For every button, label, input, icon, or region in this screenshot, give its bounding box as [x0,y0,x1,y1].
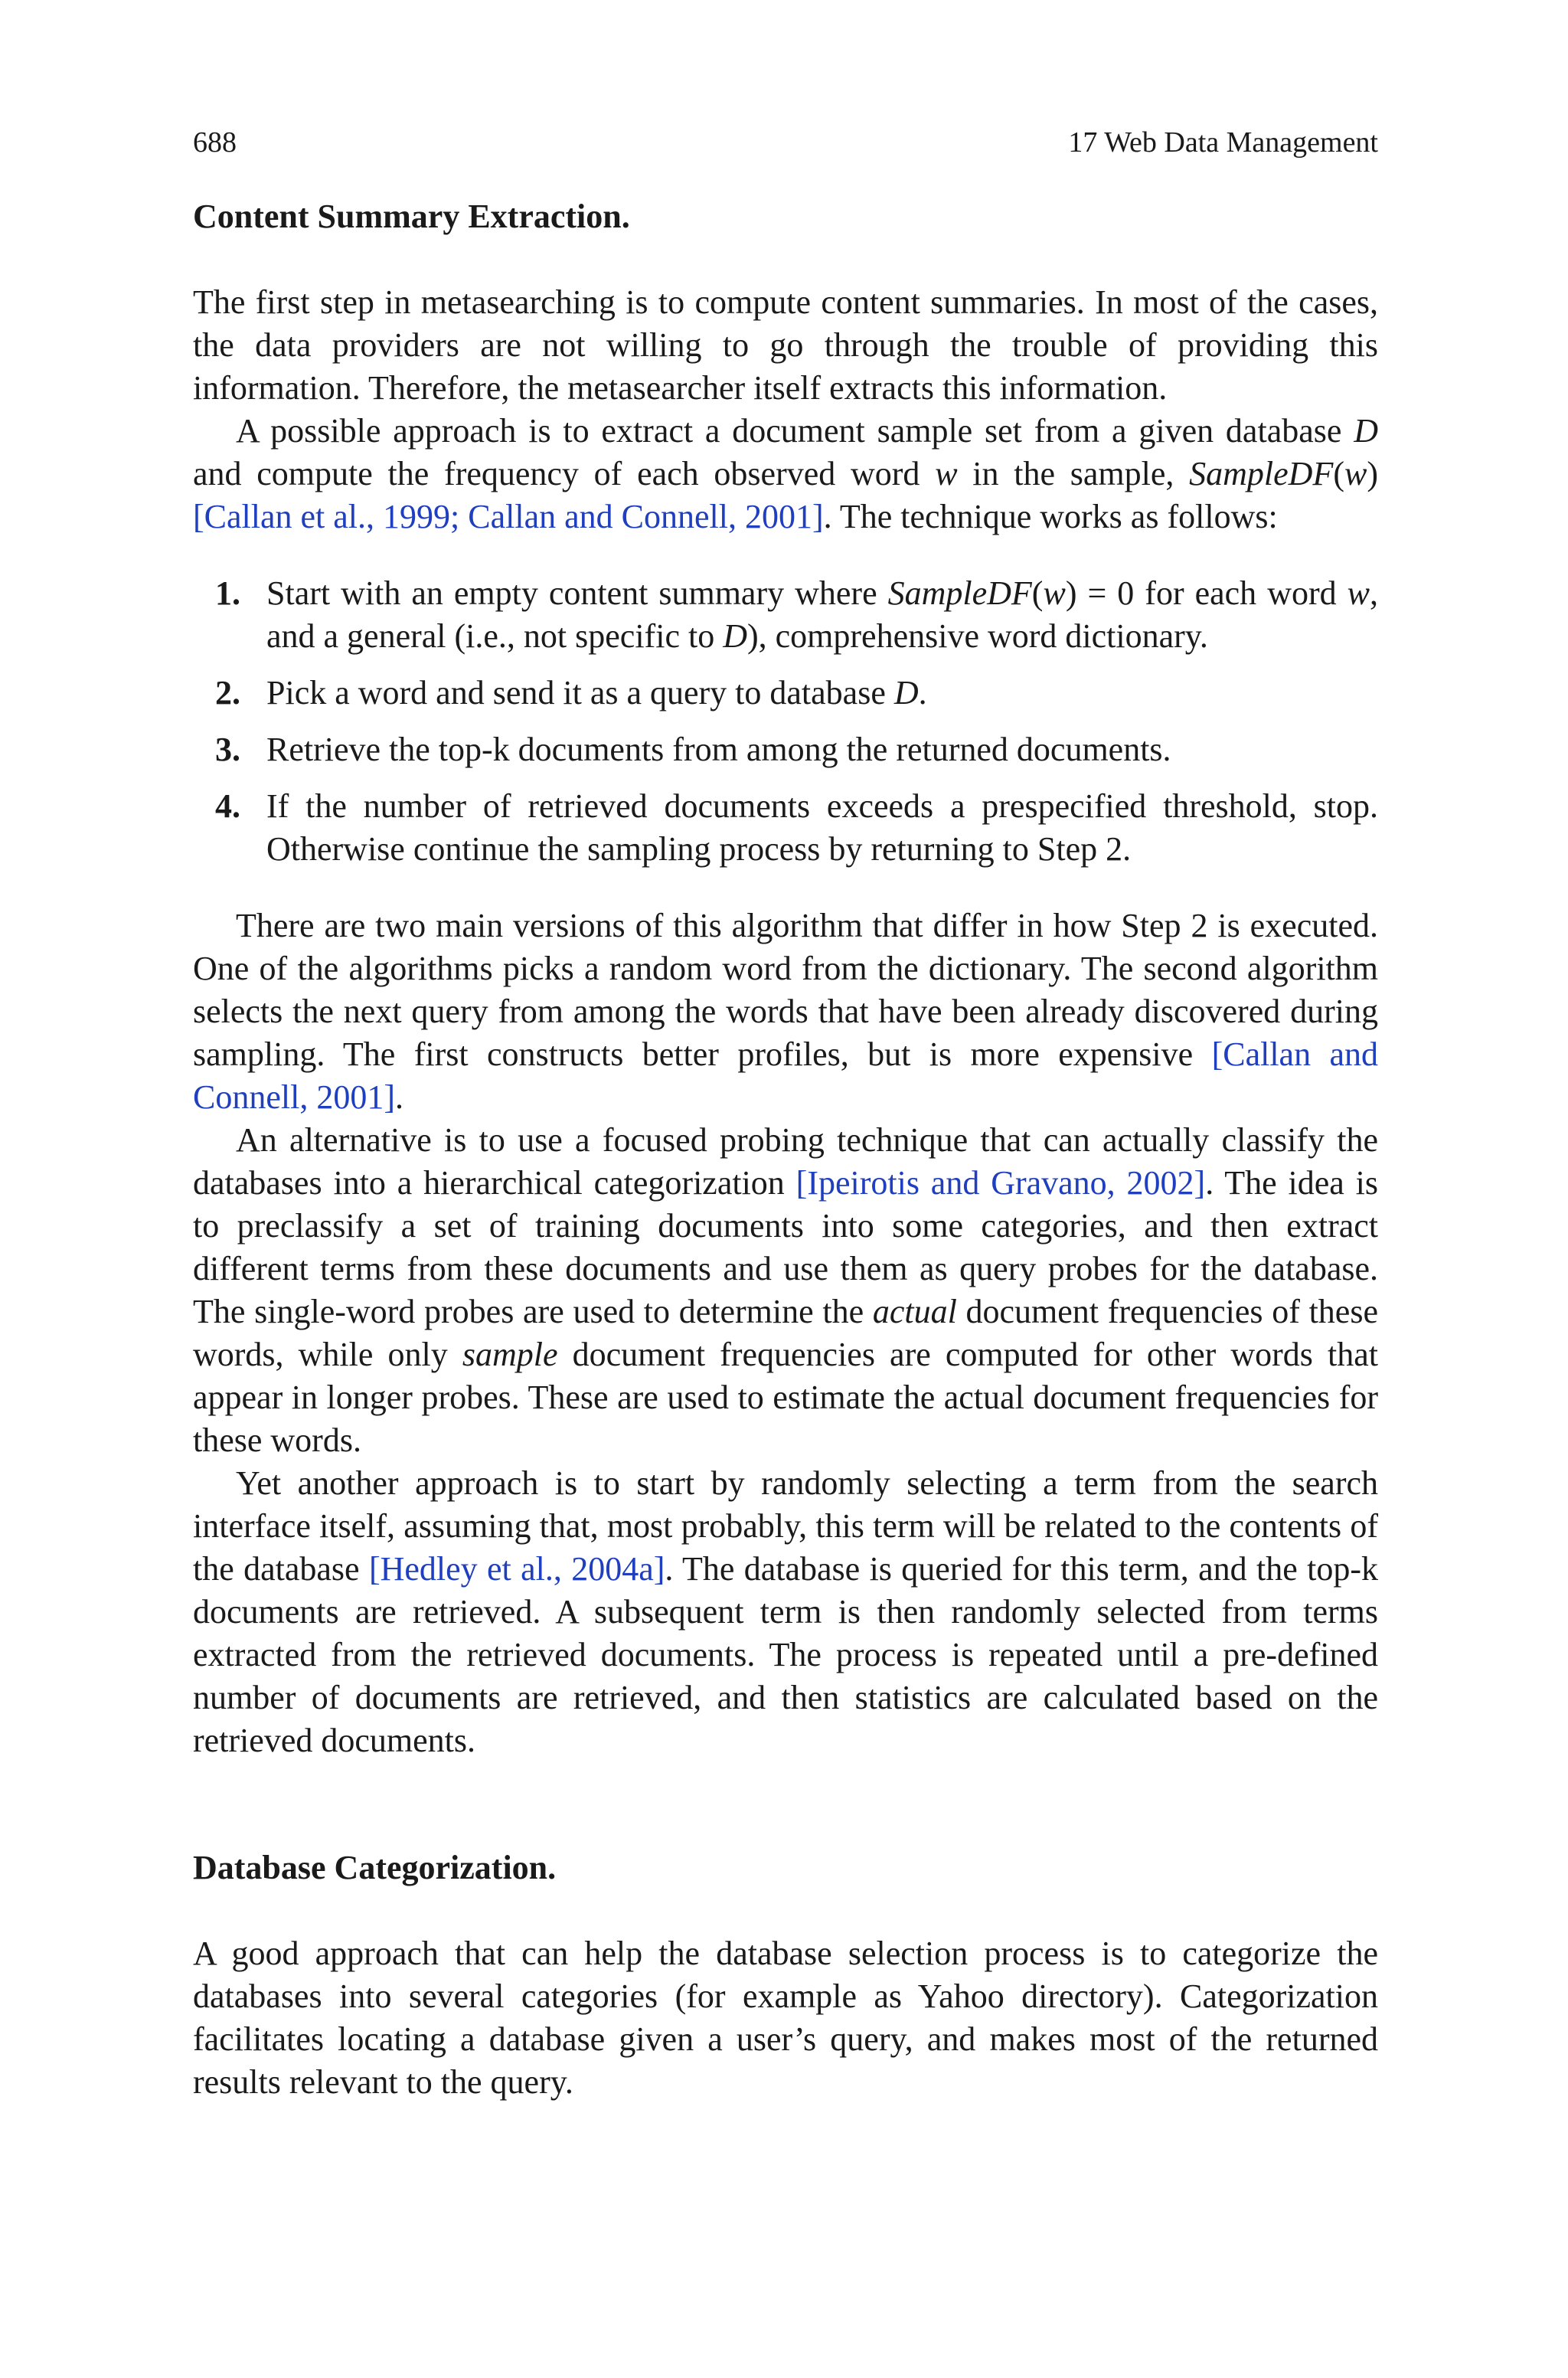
section-heading-content-summary: Content Summary Extraction. [193,198,630,235]
page-number: 688 [193,126,237,159]
paragraph-4: An alternative is to use a focused probing technique that can actually classify the databases into a hierarchical categorization [Ipeirotis and Gravano, 2002]. The idea is to preclassify a set of training documents into some categories, and then extract different terms from these documents and use them as query probes for the database. The single-word probes are used to determine the actual document frequencies of these words, while only sample document frequencies are computed for other words that appear in longer probes. These are used to estimate the actual document frequencies for these words. [193,1121,1379,1459]
paragraph-3: There are two main versions of this algorithm that differ in how Step 2 is executed. One of the algorithms picks a random word from the dictionary. The second algorithm selects the next query from among the words that have been already discovered during sampling. The first constructs better profiles, but is more expensive [Callan and Connell, 2001]. [193,907,1379,1116]
citation-ipeirotis[interactable]: [Ipeirotis and Gravano, 2002] [795,1164,1206,1202]
step-number: 3. [215,731,240,768]
citation-callan-connell[interactable]: [Callan and Connell, 2001] [193,1035,1379,1116]
steps-list [193,572,1378,871]
chapter-title: 17 Web Data Management [1068,126,1378,159]
step-text: Start with an empty content summary where SampleDF(w) = 0 for each word w, and a general (i.e., not specific to D), comprehensive word dictionary. [266,574,1378,655]
list-item [193,672,1378,715]
step-number: 1. [215,574,240,612]
step-text: Pick a word and send it as a query to database D. [266,674,927,711]
step-text: If the number of retrieved documents exceeds a prespecified threshold, stop. Otherwise continue the sampling process by returning to Step 2. [266,787,1378,868]
citation-hedley[interactable]: [Hedley et al., 2004a] [368,1550,665,1588]
paragraph-5: Yet another approach is to start by randomly selecting a term from the search interface itself, assuming that, most probably, this term will be related to the contents of the database [Hedley et al., 2004a]. The database is queried for this term, and the top-k documents are retrieved. A subsequent term is then randomly selected from terms extracted from the retrieved documents. The process is repeated until a pre-defined number of documents are retrieved, and then statistics are calculated based on the retrieved documents. [193,1464,1379,1759]
list-item [193,572,1378,658]
paragraph-1: The first step in metasearching is to compute content summaries. In most of the cases, the data providers are not willing to go through the trouble of providing this information. Therefore, the metasearcher itself extracts this information. [193,283,1378,407]
step-number: 2. [215,674,240,711]
section-heading-database-categorization: Database Categorization. [193,1849,557,1886]
list-item [193,785,1378,871]
running-head [193,121,1378,164]
step-text: Retrieve the top-k documents from among the returned documents. [266,731,1171,768]
step-number: 4. [215,787,240,825]
list-item [193,728,1378,771]
paragraph-6: A good approach that can help the database selection process is to categorize the databases into several categories (for example as Yahoo directory). Categorization facilitates locating a database given a user’s query, and makes most of the returned results relevant to the query. [193,1935,1378,2101]
body-content [193,195,1378,2104]
paragraph-2: A possible approach is to extract a document sample set from a given database D and compute the frequency of each observed word w in the sample, SampleDF(w) [Callan et al., 1999; Callan and Connell, 2001]. The technique works as follows: [193,412,1379,535]
citation-callan[interactable]: [Callan et al., 1999; Callan and Connell, 2001] [193,498,824,535]
